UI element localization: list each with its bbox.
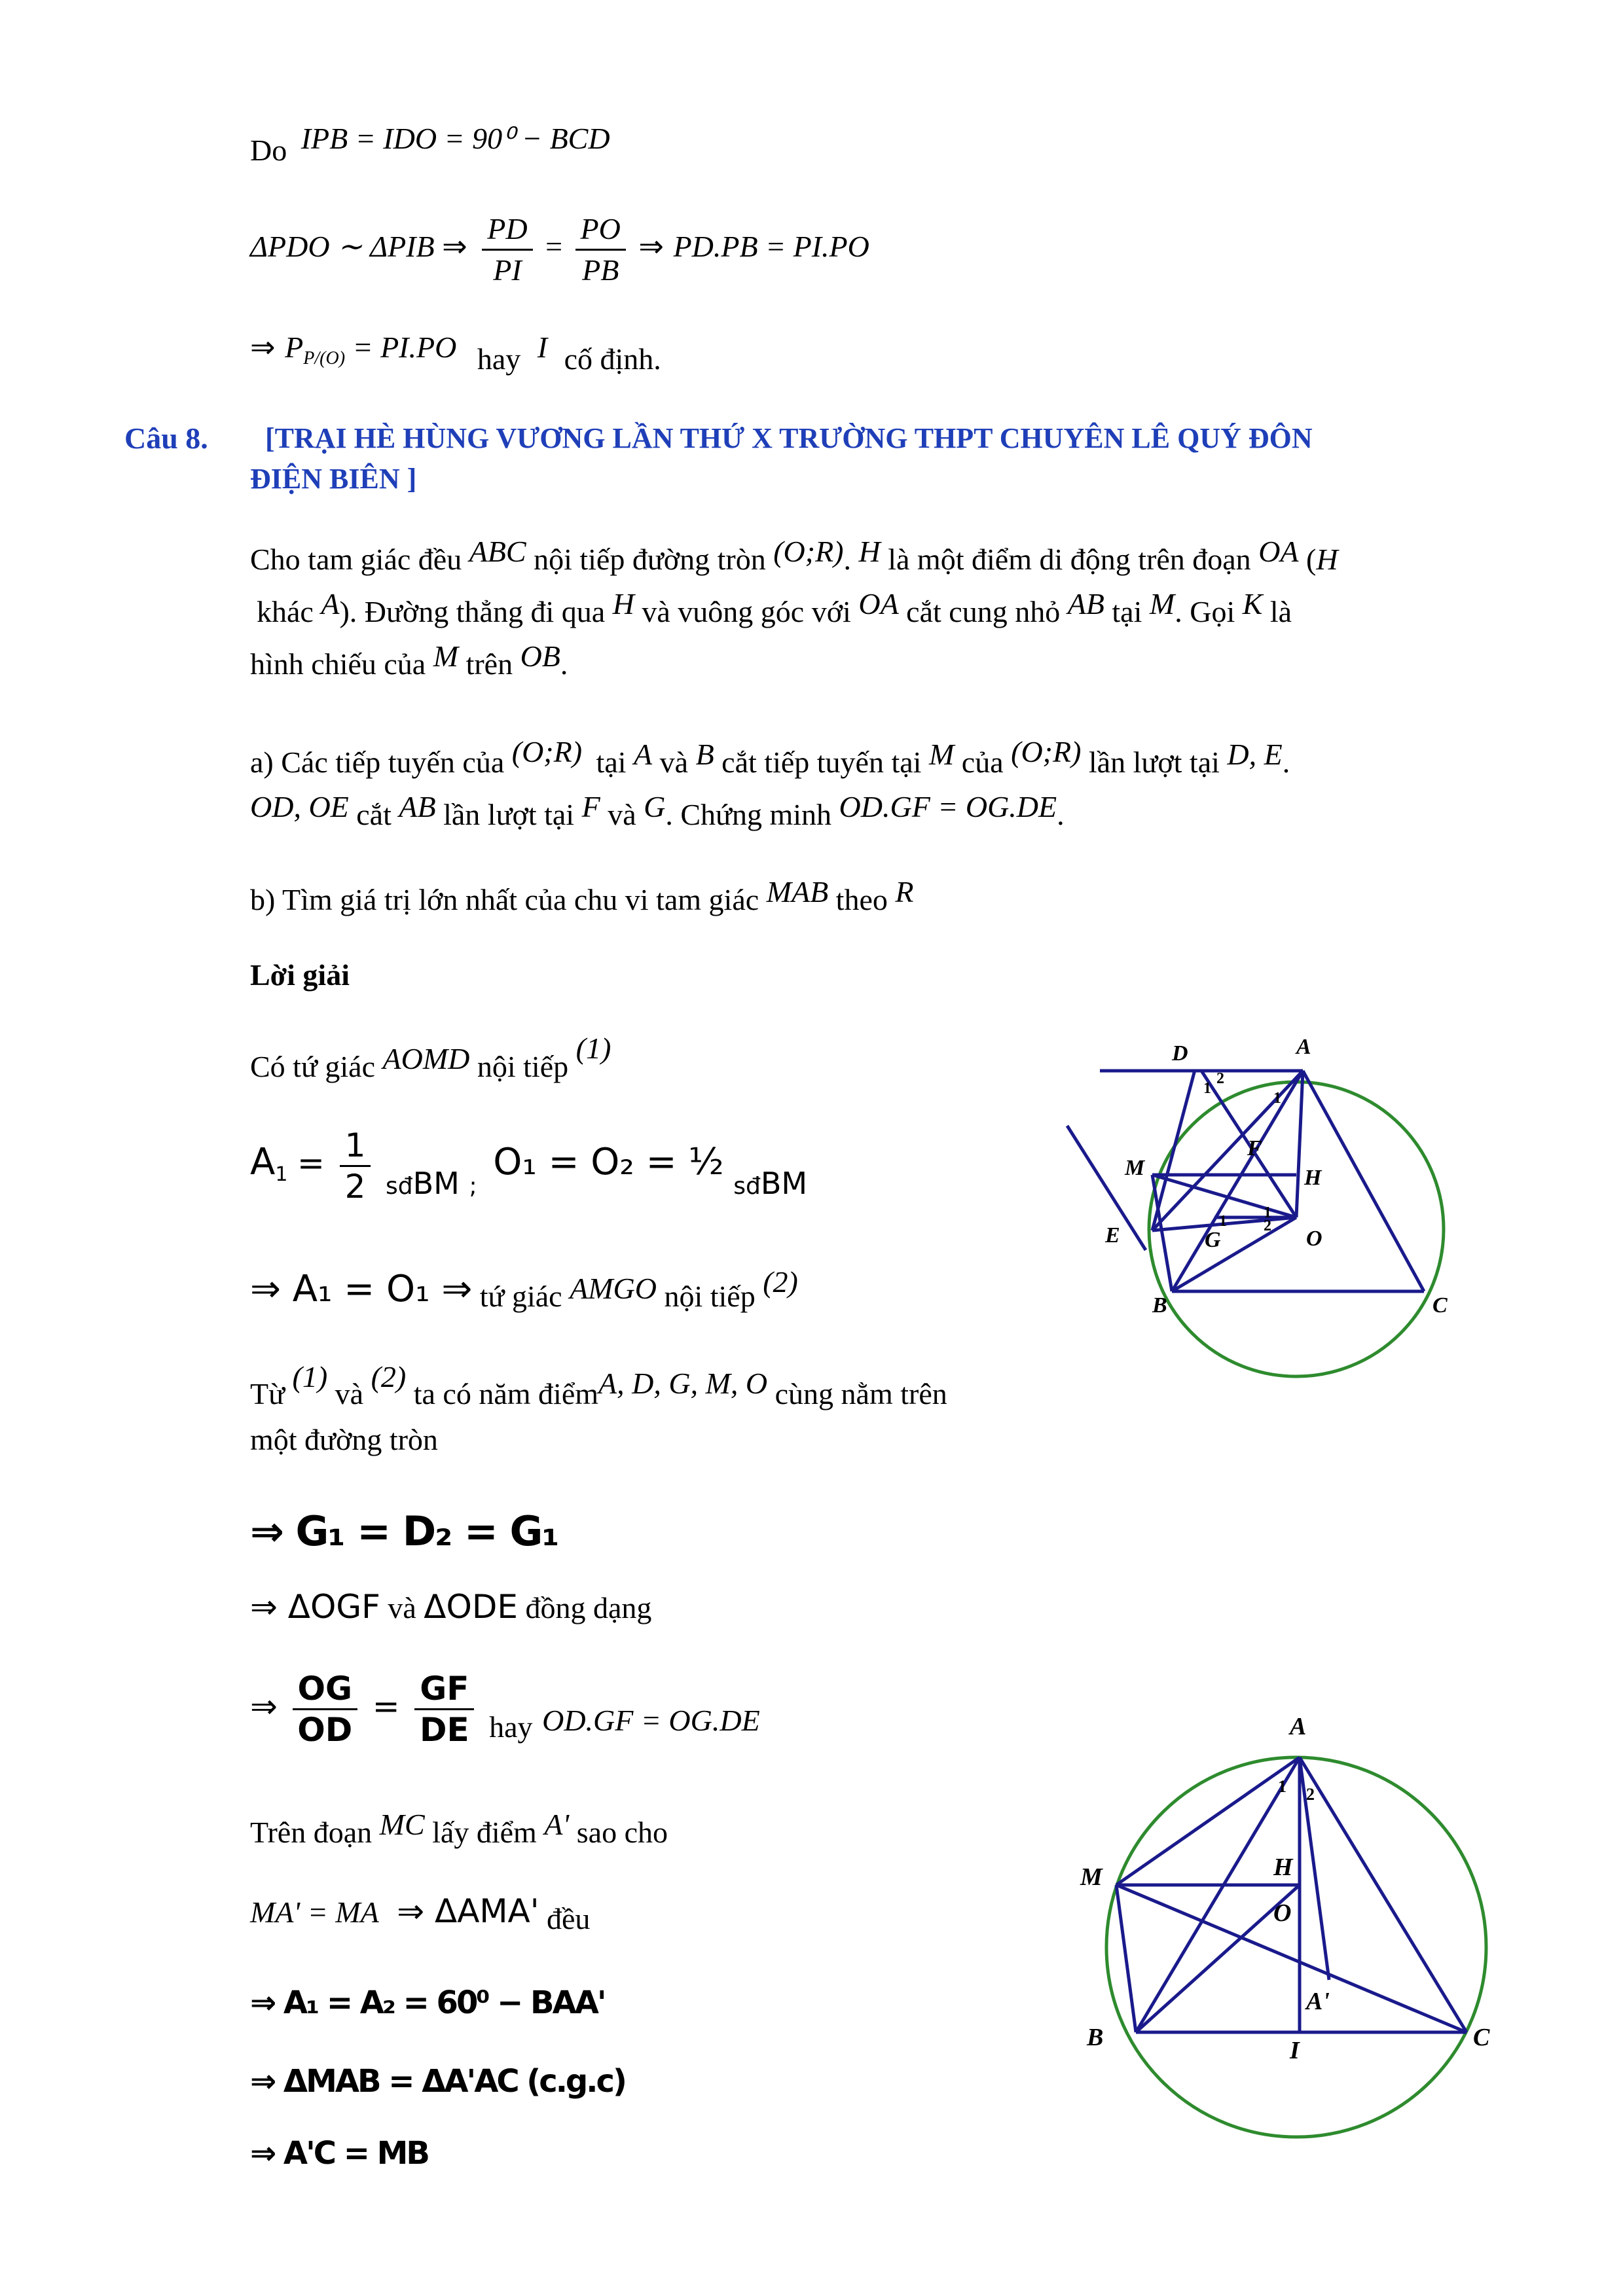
var-m: M [433, 639, 459, 673]
t: lấy điểm [432, 1816, 537, 1849]
label-o: O [1273, 1899, 1292, 1927]
var-m: M [1149, 587, 1175, 620]
t: tứ giác [479, 1280, 562, 1313]
var-aomd: AOMD [382, 1042, 470, 1075]
var-ob: OB [520, 639, 560, 673]
var-a: A [634, 738, 653, 771]
label-b: B [1152, 1293, 1167, 1318]
t: . [1057, 798, 1065, 831]
angle-num: 2 [1306, 1785, 1315, 1804]
ref-2: (2) [371, 1360, 407, 1393]
var-r: R [895, 875, 914, 908]
equals: = [372, 1687, 400, 1725]
t: ( [1306, 543, 1317, 576]
t: b) Tìm giá trị lớn nhất của chu vi tam giác [250, 883, 759, 916]
sol-line-11: ⇒ A₁ = A₂ = 60⁰ − BAA' [250, 1984, 605, 2021]
sim-result: PD.PB = PI.PO [673, 230, 869, 264]
t: . Chứng minh [665, 798, 832, 831]
angle-num: 2 [1216, 1070, 1224, 1087]
t: đều [547, 1902, 591, 1935]
label-o: O [1306, 1227, 1322, 1251]
den: OD [297, 1711, 353, 1749]
angle-num: 1 [1278, 1777, 1286, 1796]
t: ta có năm điểm [413, 1377, 599, 1410]
label-g: G [1205, 1228, 1221, 1252]
sol-line-2 [250, 1126, 807, 1206]
t: cắt tiếp tuyến tại [721, 745, 922, 779]
var-i: I [537, 331, 548, 364]
t: = [297, 1144, 325, 1182]
label-d: D [1172, 1041, 1188, 1066]
eq-result: OD.GF = OG.DE [542, 1704, 760, 1737]
frac-po-pb: $\frac{PO}{PB}$ [575, 209, 626, 290]
circle-or: (O;R) [773, 535, 844, 568]
t: Cho tam giác đều [250, 543, 462, 576]
t: và [335, 1377, 364, 1410]
t: Trên đoạn [250, 1816, 373, 1849]
power-p: P [285, 331, 304, 364]
t: . [1282, 745, 1290, 779]
label-f: F [1247, 1136, 1262, 1160]
label-e: E [1105, 1223, 1120, 1247]
eq-ma: MA' = MA [250, 1895, 379, 1929]
t: nội tiếp đường tròn [534, 543, 766, 576]
sol-line-13: ⇒ A'C = MB [250, 2135, 428, 2172]
implies-icon: ⇒ [442, 228, 477, 264]
angle-num: 1 [1273, 1090, 1281, 1107]
sol-line-4 [250, 1360, 947, 1414]
var-b: B [695, 738, 714, 771]
t: nội tiếp [477, 1050, 569, 1083]
t: là một điểm di động trên đoạn [888, 543, 1251, 576]
solution-heading: Lời giải [250, 958, 350, 992]
sol-line-1 [250, 1031, 611, 1086]
var-g: G [644, 790, 666, 823]
sol-line-9 [250, 1808, 668, 1852]
t: sđ [733, 1173, 761, 1200]
arc-bm: BM [760, 1166, 808, 1201]
label-a: A [1296, 1035, 1311, 1059]
sol-line-8 [250, 1669, 760, 1749]
t: ). Đường thẳng đi qua [339, 595, 606, 628]
ref-1: (1) [292, 1360, 328, 1393]
implies-icon: ⇒ [638, 228, 674, 264]
t: Từ [250, 1377, 285, 1410]
var-oa: OA [1258, 535, 1299, 568]
figure-1-diagram [1048, 1021, 1467, 1388]
ref-1: (1) [575, 1031, 611, 1065]
frac-pd-pi: $\frac{PD}{PI}$ [482, 209, 532, 290]
var-de: D, E [1227, 738, 1283, 771]
frac-half [340, 1126, 371, 1206]
num: 1 [340, 1126, 371, 1167]
var-ab: AB [1067, 587, 1104, 620]
t: hay [489, 1710, 533, 1744]
var-k: K [1242, 587, 1263, 620]
t: lần lượt tại [443, 798, 575, 831]
t: . [843, 543, 851, 576]
question-title-1: [TRẠI HÈ HÙNG VƯƠNG LẦN THỨ X TRƯỜNG THPT CHUYÊN LÊ QUÝ ĐÔN [265, 422, 1313, 454]
t: tại [1112, 595, 1142, 628]
var-od-oe: OD, OE [250, 790, 349, 823]
eq-angles: IPB = IDO = 90⁰ − BCD [301, 122, 610, 155]
num: OG [293, 1669, 358, 1710]
t: a) Các tiếp tuyến của [250, 745, 505, 779]
t: nội tiếp [664, 1280, 756, 1313]
text-hay: hay [477, 342, 521, 376]
tri-ogf: ⇒ ΔOGF [250, 1588, 380, 1626]
label-m: M [1080, 1863, 1103, 1891]
t: là [1269, 595, 1292, 628]
var-points: A, D, G, M, O [598, 1367, 768, 1400]
t: Có tứ giác [250, 1050, 376, 1083]
part-a-line-1 [250, 735, 1290, 782]
label-i: I [1290, 2037, 1300, 2064]
t: . [560, 647, 568, 681]
t: sao cho [576, 1816, 668, 1849]
t: tại [596, 745, 627, 779]
den: 2 [344, 1168, 366, 1206]
t: đồng dạng [525, 1591, 652, 1624]
circumcircle [1106, 1757, 1486, 2137]
den: DE [420, 1711, 469, 1749]
t: . Gọi [1175, 595, 1235, 628]
eq-a1-o1: ⇒ A₁ = O₁ ⇒ [250, 1268, 473, 1310]
sol-line-12: ⇒ ΔMAB = ΔA'AC (c.g.c) [250, 2063, 625, 2100]
part-a-line-2 [250, 790, 1065, 834]
sol-line-6: ⇒ G₁ = D₂ = G₁ [250, 1507, 558, 1555]
label-h: H [1304, 1166, 1322, 1190]
t: cắt [356, 798, 392, 831]
t: và [608, 798, 636, 831]
label-a: A [1290, 1713, 1307, 1740]
prompt-line-3 [250, 639, 568, 684]
num: GF [414, 1669, 474, 1710]
t: sđ [386, 1173, 413, 1200]
sol-line-7 [250, 1587, 651, 1628]
eq-prove: OD.GF = OG.DE [839, 790, 1057, 823]
frac-og-od [293, 1669, 358, 1749]
angle-num: 1 [1219, 1213, 1227, 1230]
line-power [250, 327, 661, 378]
text-do: Do [250, 134, 287, 167]
frac-gf-de [414, 1669, 474, 1749]
var-h: H [858, 535, 881, 568]
t: ; [469, 1173, 477, 1200]
t: và [388, 1591, 416, 1624]
t: cắt cung nhỏ [906, 595, 1061, 628]
sol-line-10 [250, 1892, 591, 1935]
var-a: A [321, 587, 340, 620]
equals: = [545, 230, 563, 264]
arc-bm: BM [412, 1166, 460, 1201]
circle-or: (O;R) [511, 735, 583, 768]
var-a-prime: A' [544, 1808, 570, 1841]
angle-a1: A [250, 1141, 276, 1183]
tri-ama: ⇒ ΔAMA' [397, 1892, 539, 1930]
angle-num: 2 [1264, 1217, 1271, 1234]
label-b: B [1087, 2024, 1104, 2051]
var-amgo: AMGO [570, 1272, 657, 1305]
t: cùng nằm trên [775, 1377, 947, 1410]
var-ab: AB [399, 790, 436, 823]
t: và vuông góc với [642, 595, 851, 628]
var-h: H [1316, 543, 1338, 576]
power-rhs: = PI.PO [352, 331, 457, 364]
sub: 1 [275, 1163, 288, 1187]
line-similar [250, 209, 869, 290]
prompt-line-1 [250, 535, 1338, 579]
label-h: H [1273, 1854, 1293, 1881]
question-title-2: ĐIỆN BIÊN ] [250, 463, 417, 495]
t: hình chiếu của [250, 647, 426, 681]
label-a-prime: A' [1306, 1988, 1330, 2015]
t: lần lượt tại [1088, 745, 1220, 779]
label-m: M [1125, 1156, 1145, 1180]
prompt-line-2 [257, 587, 1292, 632]
eq-o1-o2: O₁ = O₂ = ½ [493, 1141, 724, 1183]
sol-line-5: một đường tròn [250, 1423, 438, 1456]
question-label: Câu 8. [124, 422, 208, 455]
ref-2: (2) [763, 1265, 798, 1299]
t: của [961, 745, 1004, 779]
line-do [250, 122, 610, 170]
part-b [250, 875, 914, 920]
label-c: C [1432, 1293, 1448, 1318]
var-m: M [928, 738, 955, 771]
var-h: H [612, 587, 634, 620]
var-mc: MC [379, 1808, 425, 1841]
var-mab: MAB [766, 875, 829, 908]
label-c: C [1473, 2024, 1490, 2051]
sim-left: ΔPDO ∼ ΔPIB [250, 230, 435, 264]
angle-num: 1 [1264, 1204, 1271, 1221]
power-sub: P/(O) [303, 348, 346, 369]
var-oa: OA [858, 587, 899, 620]
tri-ode: ΔODE [424, 1588, 518, 1626]
angle-num: 1 [1203, 1080, 1211, 1097]
t: theo [835, 883, 888, 916]
var-f: F [581, 790, 600, 823]
text-fixed: cố định. [564, 342, 661, 376]
implies-icon: ⇒ [250, 329, 285, 365]
implies-icon: ⇒ [250, 1687, 278, 1725]
t: khác [257, 595, 314, 628]
figure-2-diagram [1074, 1689, 1493, 2147]
var-abc: ABC [469, 535, 526, 568]
circle-or: (O;R) [1011, 735, 1082, 768]
t: trên [465, 647, 513, 681]
t: và [659, 745, 689, 779]
sol-line-3 [250, 1265, 798, 1313]
